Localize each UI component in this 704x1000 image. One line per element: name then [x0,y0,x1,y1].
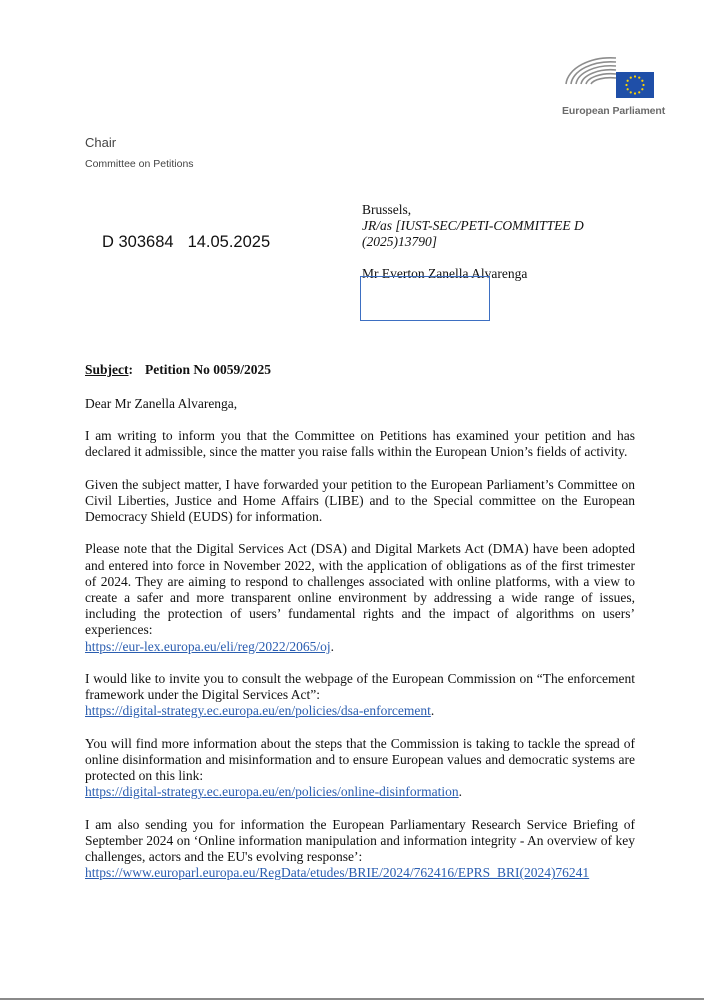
paragraph-disinformation-text: You will find more information about the steps that the Commission is taking to tackle the spread of online disinformation and misinformation and to ensure European values and democratic systems are protected on this link: [85,735,635,784]
recipient-address-field[interactable] [360,276,490,321]
period: . [330,638,335,654]
document-number: D 303684 [102,233,174,251]
eu-star-icon [634,75,636,77]
paragraph-enforcement [85,671,635,720]
eu-star-icon [638,91,640,93]
paragraph-forwarded: Given the subject matter, I have forwarded your petition to the European Parliament’s Committee on Civil Liberties, Justice and Home Affairs (LIBE) and to the Special committee on the European Democracy Shield (EUDS) for information. [85,476,635,524]
paragraph-dsa-text: Please note that the Digital Services Act (DSA) and Digital Markets Act (DMA) have been adopted and entered into force in November 2022, with the application of obligations as of the first trimester of 2024. They are aiming to respond to challenges associated with online platforms, with a view to create a safer and more transparent online environment by addressing a wide range of issues, including the protection of users’ fundamental rights and the impact of algorithms on users’ experiences: [85,541,635,638]
paragraph-dsa [85,541,635,654]
paragraph-admissible: I am writing to inform you that the Committee on Petitions has examined your petition and has declared it admissible, since the matter you raise falls within the European Union’s fields of activity. [85,428,635,460]
eu-star-icon [625,84,627,86]
subject-colon: : [128,362,133,377]
eu-star-icon [630,91,632,93]
logo-text: European Parliament [562,105,666,117]
eu-star-icon [634,92,636,94]
eu-star-icon [638,77,640,79]
paragraph-eprs [85,817,635,882]
letter-body [85,428,635,898]
hemicycle-arc-6 [591,78,616,84]
city: Brussels, [362,202,412,217]
document-date: 14.05.2025 [187,233,271,251]
reference-line-1: JR/as [IUST-SEC/PETI-COMMITTEE D [362,218,584,233]
period: . [430,703,435,719]
address-block [362,202,612,282]
link-eprs-briefing[interactable]: https://www.europarl.europa.eu/RegData/etudes/BRIE/2024/762416/EPRS_BRI(2024)76241 [85,865,590,881]
reference-line-2: (2025)13790] [362,234,437,249]
paragraph-enforcement-text: I would like to invite you to consult the webpage of the European Commission on “The enforcement framework under the Digital Services Act”: [85,671,635,703]
salutation: Dear Mr Zanella Alvarenga, [85,396,238,411]
paragraph-eprs-text: I am also sending you for information the European Parliamentary Research Service Briefing of September 2024 on ‘Online information manipulation and information integrity - An overview of key challenges, actors and the EU's evolving response’: [85,816,635,865]
recipient-name: Mr Everton Zanella Alvarenga [362,266,528,281]
paragraph-disinformation [85,736,635,801]
link-online-disinformation[interactable]: https://digital-strategy.ec.europa.eu/en/policies/online-disinformation [85,784,459,800]
eu-star-icon [627,80,629,82]
document-reference [102,233,284,252]
committee-name: Committee on Petitions [85,158,194,170]
eu-star-icon [630,77,632,79]
eu-star-icon [627,88,629,90]
eu-star-icon [642,84,644,86]
chair-title: Chair [85,135,117,150]
subject-line [85,362,271,378]
subject-label: Subject [85,362,129,377]
period: . [458,784,463,800]
eu-star-icon [641,88,643,90]
link-dsa-enforcement[interactable]: https://digital-strategy.ec.europa.eu/en/policies/dsa-enforcement [85,703,431,719]
link-eur-lex[interactable]: https://eur-lex.europa.eu/eli/reg/2022/2065/oj [85,638,331,654]
subject-value: Petition No 0059/2025 [145,362,271,377]
eu-star-icon [641,80,643,82]
